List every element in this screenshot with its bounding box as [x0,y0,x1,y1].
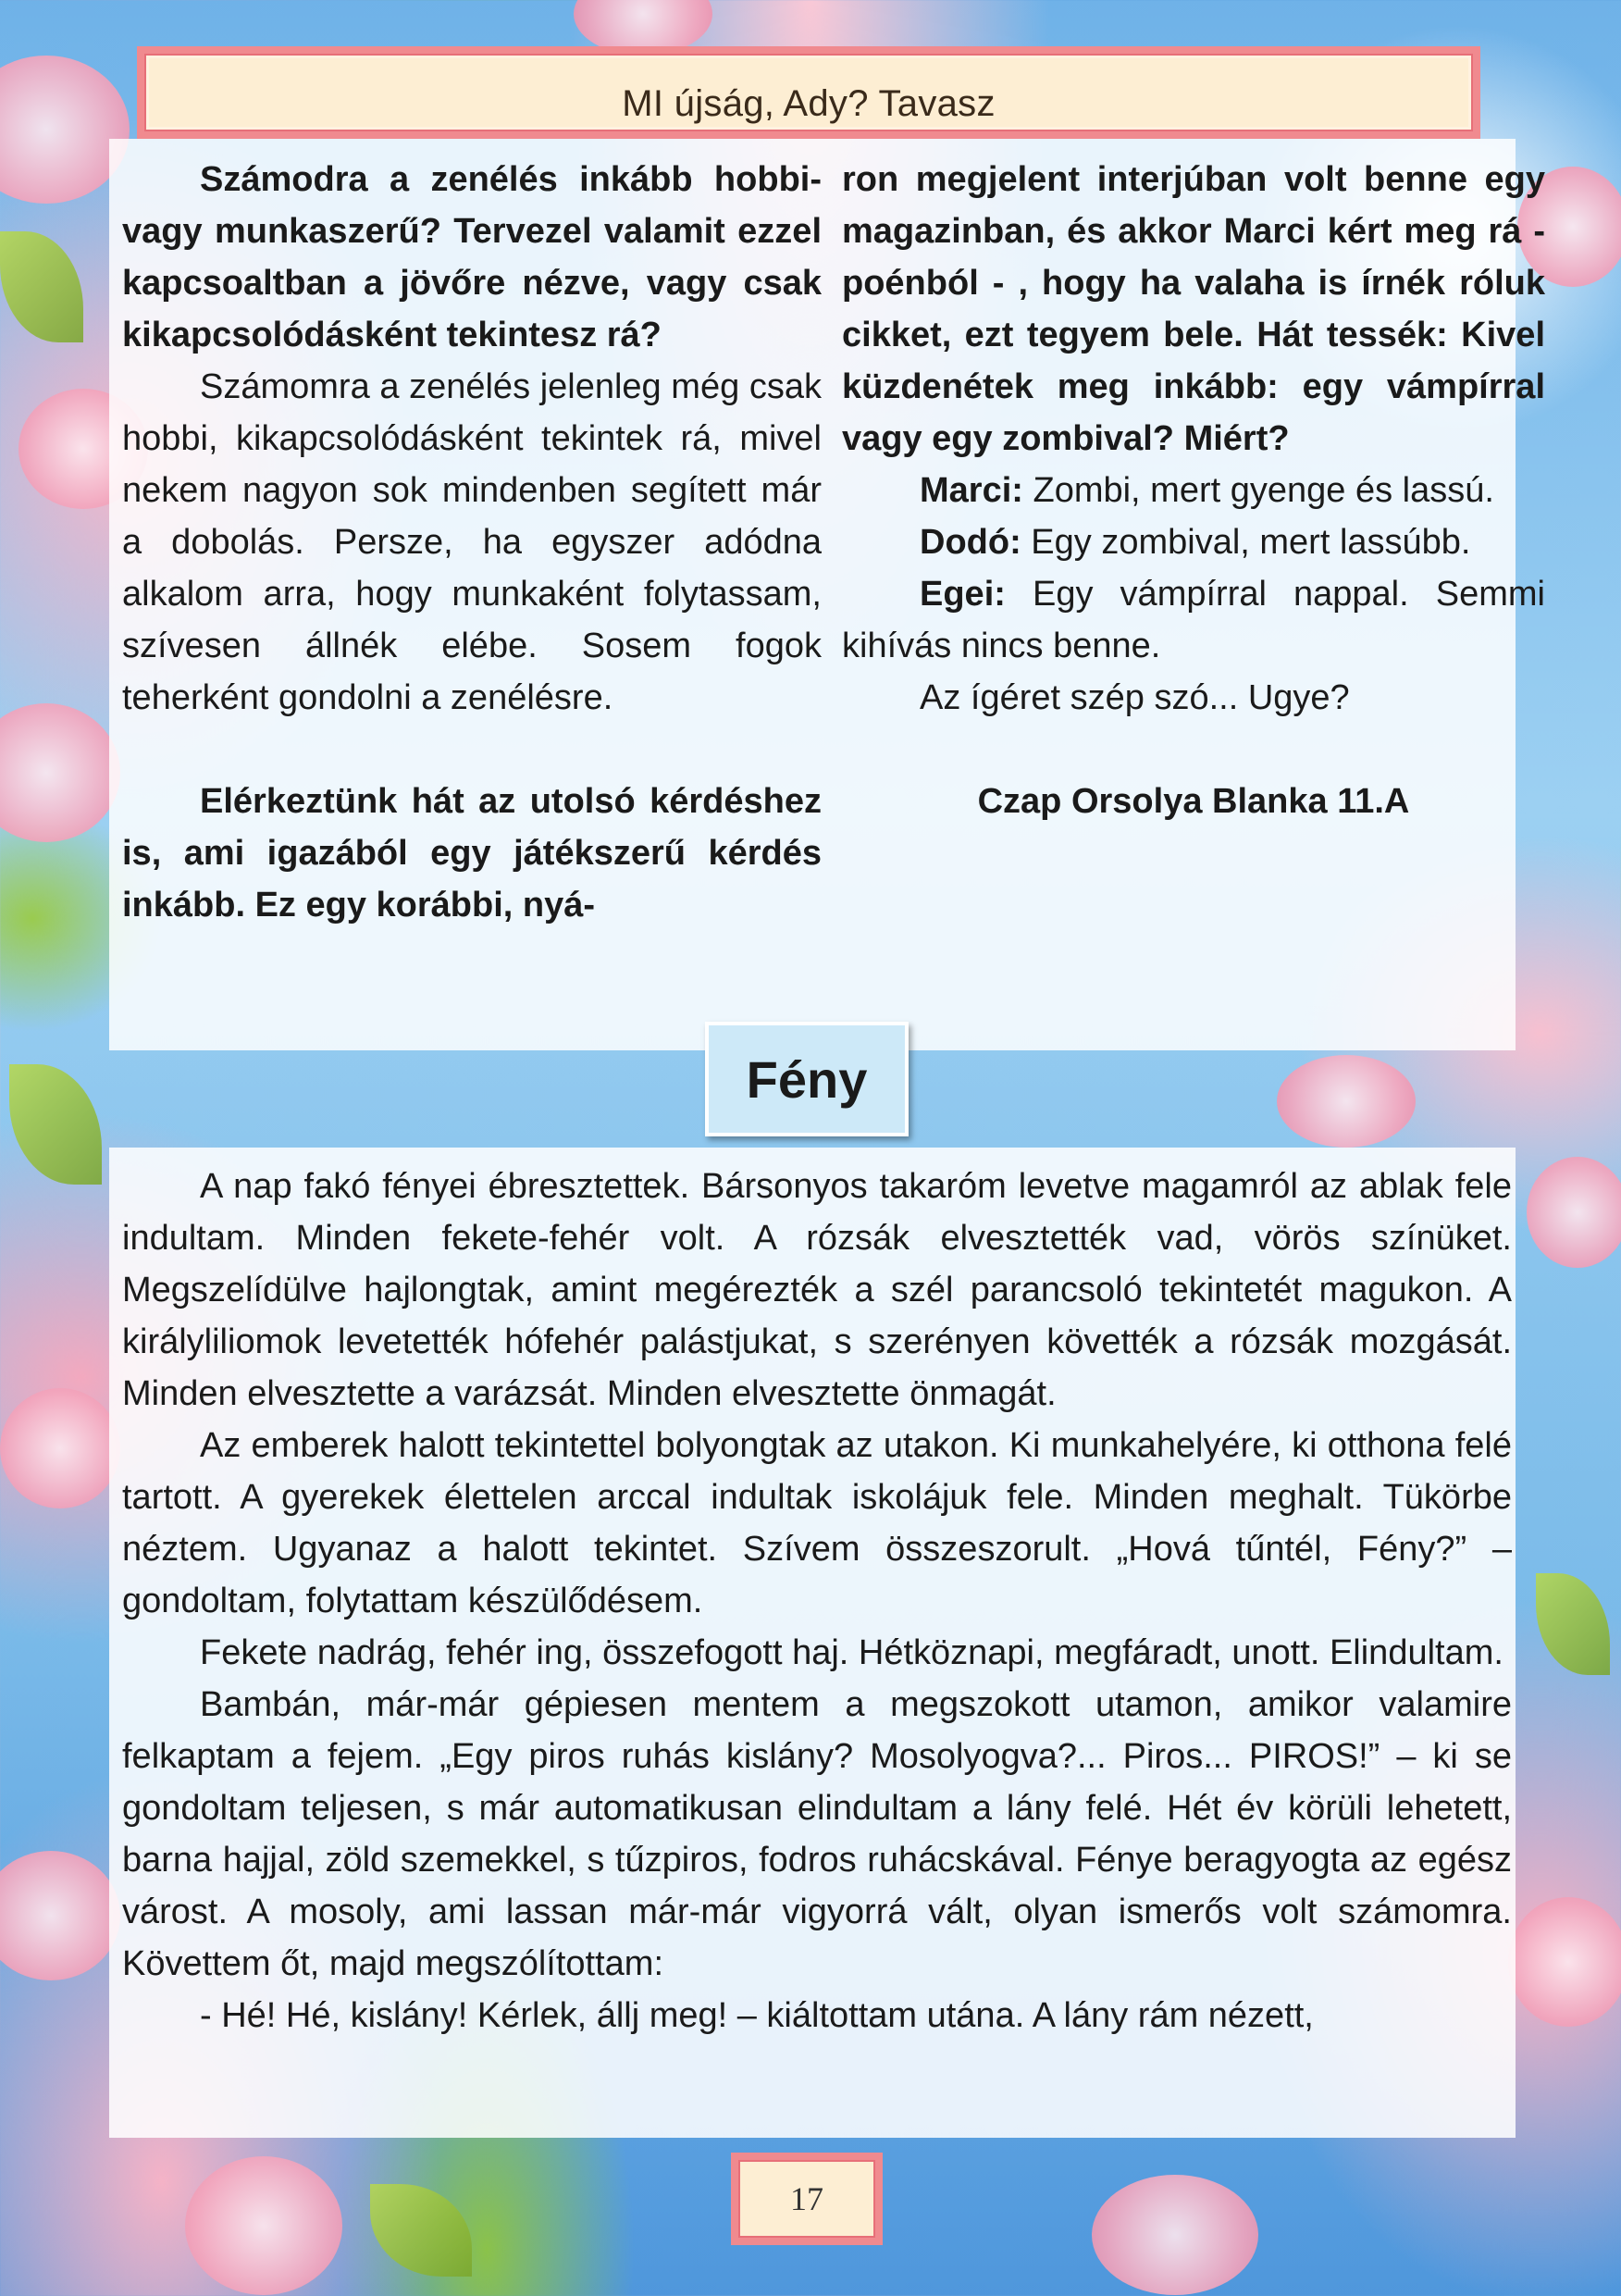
speaker-answer: Egy zombival, mert lassúbb. [1021,523,1471,562]
leaf-decoration [0,231,83,342]
leaf-decoration [9,1064,102,1185]
answer-dodo [842,516,1545,568]
interview-answer: Számomra a zenélés jelenleg még csak hobbi, kikapcsolódásként tekintek rá, mivel nekem nagyon sok mindenben segített már a dobolás. Persze, ha egyszer adódna alkalom arra, hogy munkaként folytassam, szívesen állnék elébe. Sosem fogok teherként gondolni a zenélésre. [122,367,822,717]
blossom-decoration [1277,1055,1416,1148]
speaker-answer: Egy vámpírral nappal. Semmi kihívás nincs benne. [842,575,1545,665]
interview-left-column [122,154,822,931]
speaker-answer: Zombi, mert gyenge és lassú. [1022,471,1494,510]
story-section [109,1148,1516,2138]
spacer [122,724,822,776]
header-banner-inner [146,56,1471,130]
blossom-decoration [1092,2175,1258,2295]
blossom-decoration [0,1851,120,1980]
leaf-decoration [1536,1573,1610,1675]
story-paragraph: - Hé! Hé, kislány! Kérlek, állj meg! – kiáltottam utána. A lány rám nézett, [200,1996,1314,2035]
blossom-decoration [1527,1157,1621,1268]
blossom-decoration [185,2156,342,2295]
speaker-name: Dodó: [920,523,1021,562]
author-signature: Czap Orsolya Blanka 11.A [977,782,1410,821]
answer-egei [842,568,1545,672]
blossom-decoration [0,703,120,842]
speaker-name: Marci: [920,471,1023,510]
story-paragraph: Az emberek halott tekintettel bolyongtak az utakon. Ki munkahelyére, ki otthona felé tartott. A gyerekek élettelen arccal indultak iskolájuk fele. Minden meghalt. Tükörbe néztem. Ugyanaz a halott tekintet. Szívem összeszorult. „Hová tűntél, Fény?” – gondoltam, folytattam készülődésem. [122,1426,1512,1620]
blossom-decoration [1508,1897,1621,2027]
interview-question: Számodra a zenélés inkább hobbi- vagy munkaszerű? Tervezel valamit ezzel kapcsoaltban a jövőre nézve, vagy csak kikapcsolódásként tekintesz rá? [122,160,822,354]
spacer [842,724,1545,776]
page-number: 17 [790,2180,823,2217]
answer-marci [842,465,1545,516]
story-body [122,1160,1512,2042]
speaker-name: Egei: [920,575,1006,614]
story-title-box [705,1022,909,1136]
page-number-inner [738,2160,875,2238]
story-title: Fény [746,1049,868,1109]
interview-section [109,139,1545,1050]
story-paragraph: Fekete nadrág, fehér ing, összefogott haj. Hétköznapi, megfáradt, unott. Elindultam. [200,1633,1503,1672]
story-paragraph: A nap fakó fényei ébresztettek. Bársonyos takaróm levetve magamról az ablak fele indultam. Minden fekete-fehér volt. A rózsák elvesztették vad, vörös színüket. Megszelídülve hajlongtak, amint megérezték a szél parancsoló tekintetét magukon. A királyliliomok levetették hófehér palástjukat, s szerényen követték a rózsák mozgását. Minden elvesztette a varázsát. Minden elvesztette önmagát. [122,1167,1512,1413]
interview-question: Elérkeztünk hát az utolsó kérdéshez is, ami igazából egy játékszerű kérdés inkább. Ez egy korábbi, nyá- [122,782,822,925]
interview-right-column [842,154,1545,827]
blossom-decoration [0,1388,120,1508]
leaf-decoration [370,2184,472,2277]
header-banner [137,46,1480,139]
interview-question-continued: ron megjelent interjúban volt benne egy magazinban, és akkor Marci kért meg rá - poénból - , hogy ha valaha is írnék róluk cikket, ezt tegyem bele. Hát tessék: Kivel küzdenétek meg inkább: egy vámpírral vagy egy zombival? Miért? [842,160,1545,458]
interview-closing: Az ígéret szép szó... Ugye? [920,678,1350,717]
magazine-title: MI újság, Ady? Tavasz [622,83,996,124]
story-paragraph: Bambán, már-már gépiesen mentem a megszokott utamon, amikor valamire felkaptam a fejem. „Egy piros ruhás kislány? Mosolyogva?... Piros... PIROS!” – ki se gondoltam teljesen, s már automatikusan elindultam a lány felé. Hét év körüli lehetett, barna hajjal, zöld szemekkel, s tűzpiros, fodros ruhácskával. Fénye beragyogta az egész várost. A mosoly, ami lassan már-már vigyorrá vált, olyan ismerős volt számomra. Követtem őt, majd megszólítottam: [122,1685,1512,1983]
page-number-box [731,2153,883,2245]
